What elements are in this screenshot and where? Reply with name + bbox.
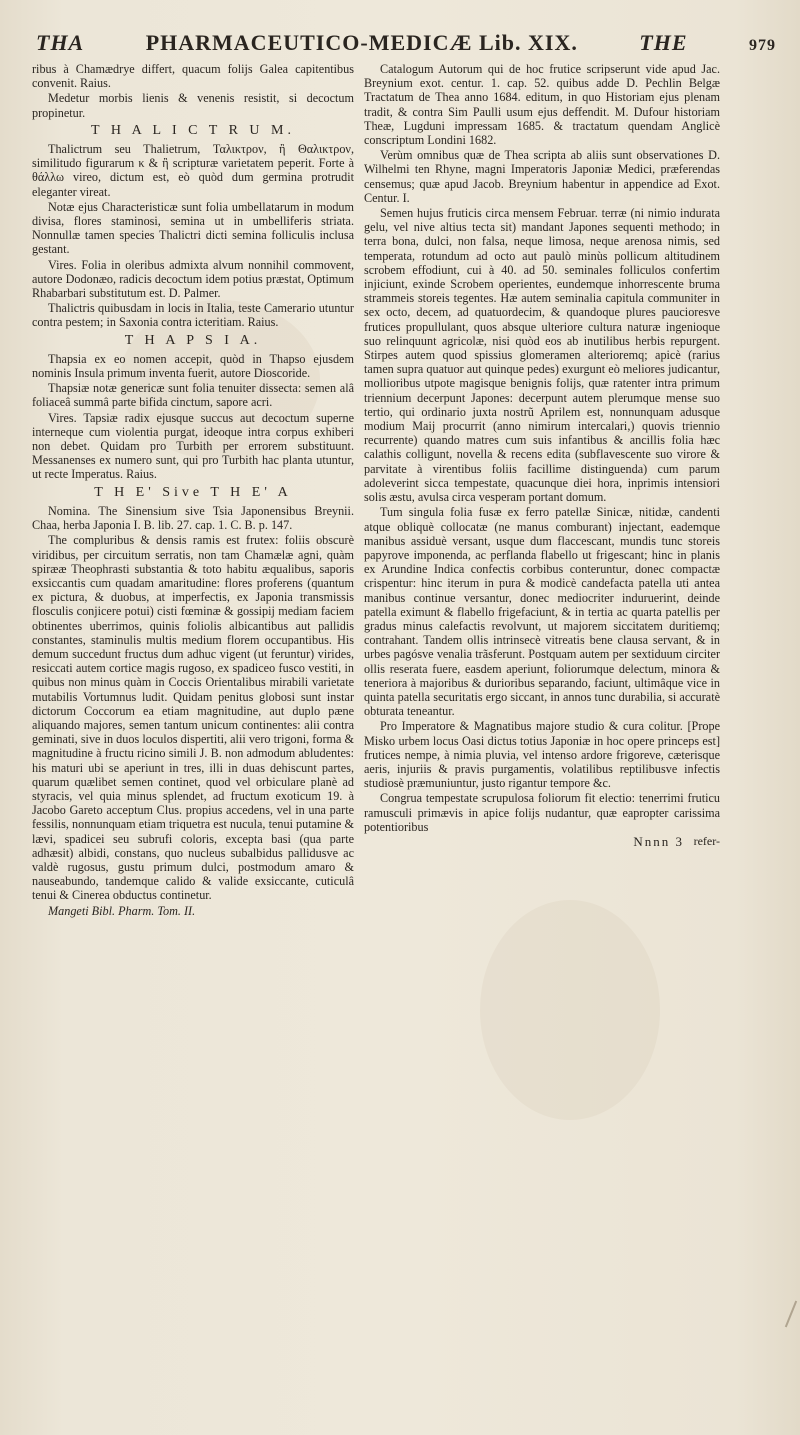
paragraph: Vires. Tapsiæ radix ejusque succus aut decoctum superne interneque cum violentia purgat, ideoque intra corpus exhiberi non debet. Quidam pro Turbith per errorem substituunt. Messanenses ex numero sunt, qui pro Turbith hac planta utuntur, ut recte Imperatus. Raius. <box>32 410 354 482</box>
paragraph: Catalogum Autorum qui de hoc frutice scripserunt vide apud Jac. Breynium exot. centur. 1. cap. 52. quibus adde D. Pechlin Belgæ Tractatum de Thea anno 1684. editum, in quo Historiam ejus plenam tradit, & contra Sim Paulli usum ejus deffendit. M. Dufour historiam Theæ, Lugduni impressam 1685. & tractatum quendam Anglicè conscriptum Londini 1682. <box>364 62 720 148</box>
paragraph: Vires. Folia in oleribus admixta alvum nonnihil commovent, autore Dodonæo, radicis decoctum idem potius præstat, Optimum Rhabarbari substitutum est. D. Palmer. <box>32 257 354 301</box>
ink-mark <box>785 1301 797 1328</box>
section-heading: T H E' Sive T H E' A <box>94 484 292 500</box>
paragraph: Congrua tempestate scrupulosa foliorum fit electio: tenerrimi fruticu ramusculi primævis in apice folijs nudantur, quæ eapropter carissima potentioribus <box>364 791 720 834</box>
signature-mark: Nnnn 3 <box>633 833 684 849</box>
section-heading: T H A L I C T R U M. <box>91 122 295 138</box>
paragraph: Semen hujus fruticis circa mensem Februar. terræ (ni nimio indurata gelu, vel nive altius tecta sit) mandant Japones sequenti methodo; in terra bona, dulci, non falsa, neque limosa, neque arenosa nimis, sed temperata, rotundum ad octo aut paulò minùs pollicum altitudinem scrobem effodiunt, cui à 40. ad 50. seminales folliculos confertim injiciunt, exinde Scrobem operientes, eundemque inhorrescente bruma strammeis storeis tegentes. Hæ autem seminalia capitula communiter in sex octo, decem, ad quatuordecim, & quandoque plures paucioresve frutices propullulant, quos absque ulteriore cultura naturæ ingenioque suo relinquunt agricolæ, nisi quòd eos ab inutilibus herbis repurgent. Stirpes autem quod spissius glomeramen alterioremq; apicè (rarius tamen supra quatuor aut quinque pedes) exurgunt eò meliores judicantur, mollioribus utpote magisque benignis folijs, quæ ratenter intra primum triennium decerpunt Japones: decerpunt autem plerumque mense suo tertio, qui ordinario juxta nostrũ Aprilem est, nonnunquam adusque modium Maij procurrit (anno nimirum intercalari,) quovis triennio recurrente) quando matres cum suis infantibus & ancillis folia hæc calathis colligunt, novella & recens edita (subflavescente suo virore & parvitate à virentibus foliis facillime distinguenda) cum parum adoleverint sicca tempestate, quacunque diei hora, inprimis intensiori solis æstu, avulsa circa vesperam portant domum. <box>364 206 720 505</box>
paragraph: ribus à Chamædrye differt, quacum folijs Galea capitentibus convenit. Raius. <box>32 62 354 91</box>
paragraph: The compluribus & densis ramis est frutex: foliis obscurè viridibus, per circuitum serratis, non tam Chamælæ agni, quàm spirææ Theophrasti substantia & toto habitu æqualibus, saporis exsiccantis cum quadam amaritudine: flores proferens (quantum ex pictura, & duobus, at imperfectis, ex Japonia transmissis flosculis conjicere potui) cisti fœminæ & gossipij mediam faciem obtinentes uberrimos, quinis foliolis albicantibus aut pallidis constantes, staminulis multis medium florem occupantibus. His demum succedunt fructus dum adhuc vigent (ut feruntur) virides, resiccati autem cortice magis rugoso, ex spadiceo fusco vestiti, in quibus non minus quàm in Coccis Orientalibus mirabili varietate mutabilis Vortumnus ludit. Quidam penitus globosi sunt instar dictorum Coccorum ea etiam magnitudine, aut duplo pæne aliquando majores, semen tantum unicum continentes: alii contra geminati, sive in duos loculos dispertiti, alii vero trigoni, forma & magnitudine à fructu ricino simili J. B. non admodum abludentes: his maturi ubi se aperiunt in tres, illi in duas dehiscunt partes, quarum quælibet semen continet, quod vel orbiculare planè ad styracis, vel quia minus splendet, ad fructum exoticum 19. à Jacobo Gareto acceptum Clus. propius accedens, vel in una parte fessilis, nonnunquam etiam triquetra est nucula, tenui putamine & lævi, spadicei seu subrufi coloris, excepta basi (qua parte adhæsit) albidi, constans, quo nucleus subalbidus pallidusve ac valdè rugosus, gustu primum dulci, postmodum amaro & nauseabundo, tandemque calido & valide exsiccante, cuticulâ tenui & Cinerea obductus continetur. <box>32 533 354 903</box>
paragraph: Nomina. The Sinensium sive Tsia Japonensibus Breynii. Chaa, herba Japonia I. B. lib. 27. cap. 1. C. B. p. 147. <box>32 503 354 533</box>
paragraph: Thapsia ex eo nomen accepit, quòd in Thapso ejusdem nominis Insula primum inventa fuerit, autore Dioscoride. <box>32 351 354 381</box>
header-left-word: THA <box>36 30 85 55</box>
header-right-word: THE <box>639 30 688 55</box>
page-number: 979 <box>749 37 776 54</box>
paper-stain <box>480 900 660 1120</box>
paragraph: Medetur morbis lienis & venenis resistit, si decoctum propinetur. <box>32 91 354 120</box>
paragraph: Verùm omnibus quæ de Thea scripta ab aliis sunt observationes D. Wilhelmi ten Rhyne, magni Imperatoris Japoniæ Medici, præferendas censemus; quæ apud Jacob. Breynium habentur in appendice ad Exot. Centur. I. <box>364 148 720 205</box>
paragraph: Thalictrum seu Thalietrum, Ταλικτρον, ἢ Θαλικτρον, similitudo figurarum κ & ἢ scripturæ varietatem peperit. Forte à θάλλω vireo, dictum est, eò quòd dum germina protrudit eleganter vireat. <box>32 142 354 199</box>
header-title: PHARMACEUTICO-MEDICÆ Lib. XIX. <box>145 30 578 55</box>
paragraph: Thalictris quibusdam in locis in Italia, teste Camerario utuntur contra pestem; in Saxonia contra icteritiam. Raius. <box>32 301 354 330</box>
paragraph: Notæ ejus Characteristicæ sunt folia umbellatarum in modum divisa, flores staminosi, semina ut in umbelliferis striata. Nonnullæ tamen species Thalictri dicti semina folliculis inclusa gestant. <box>32 199 354 257</box>
paragraph: Thapsiæ notæ genericæ sunt folia tenuiter dissecta: semen alâ foliaceâ summâ parte bifida cinctum, sapore acri. <box>32 381 354 410</box>
right-text-column <box>364 62 720 848</box>
paragraph: Pro Imperatore & Magnatibus majore studio & cura colitur. [Prope Misko urbem locus Oasi dictus totius Japoniæ in hoc opere princeps est] frutices nempe, à nimia pluvia, vel intenso ardore frigoreve, cæterisque aeris, injuriis & pravis purgamentis, volatilibus reptilibusve infectis studiosè præmuniuntur, justo rigantur tempore &c. <box>364 719 720 791</box>
catchword: refer- <box>693 834 720 849</box>
running-header <box>36 30 776 60</box>
footer-title: Mangeti Bibl. Pharm. Tom. II. <box>48 903 196 918</box>
section-heading: T H A P S I A. <box>124 332 262 348</box>
left-text-column <box>32 62 354 919</box>
paragraph: Tum singula folia fusæ ex ferro patellæ Sinicæ, nitidæ, candenti atque obliquè collocatæ (ne manus comburant) injectant, eademque manibus assiduè versant, usque dum flaccescant, mundis tunc storeis papyrove imponenda, ac perflanda flabello ut frigescant; hinc in planis ex Arundine Indica confectis corbibus conteruntur, donec compactæ crispentur: hinc iterum in pura & modicè candefacta patella uti antea manibus continue versantur, donec mediocriter induruerint, deinde patella eximunt & flabello frigefaciunt, & in tertia ac quarta patellis per gradus minus calefactis revolvunt, ut majorem siccitatem duritiemq; contrahant. Tandem ollis intrinsecè vitreatis bene clausa servant, & in urbes pagósve venalia trãsferunt. Postquam autem per sextiduum circiter ollis reserata fuere, easdem aperiunt, foliorumque delectum, minora & teneriora à majoribus & durioribus separando, faciunt, ultimâque vice in quinta patella securitatis ergo siccant, in annos tunc durabilia, si accuratè obturata teneantur. <box>364 505 720 719</box>
